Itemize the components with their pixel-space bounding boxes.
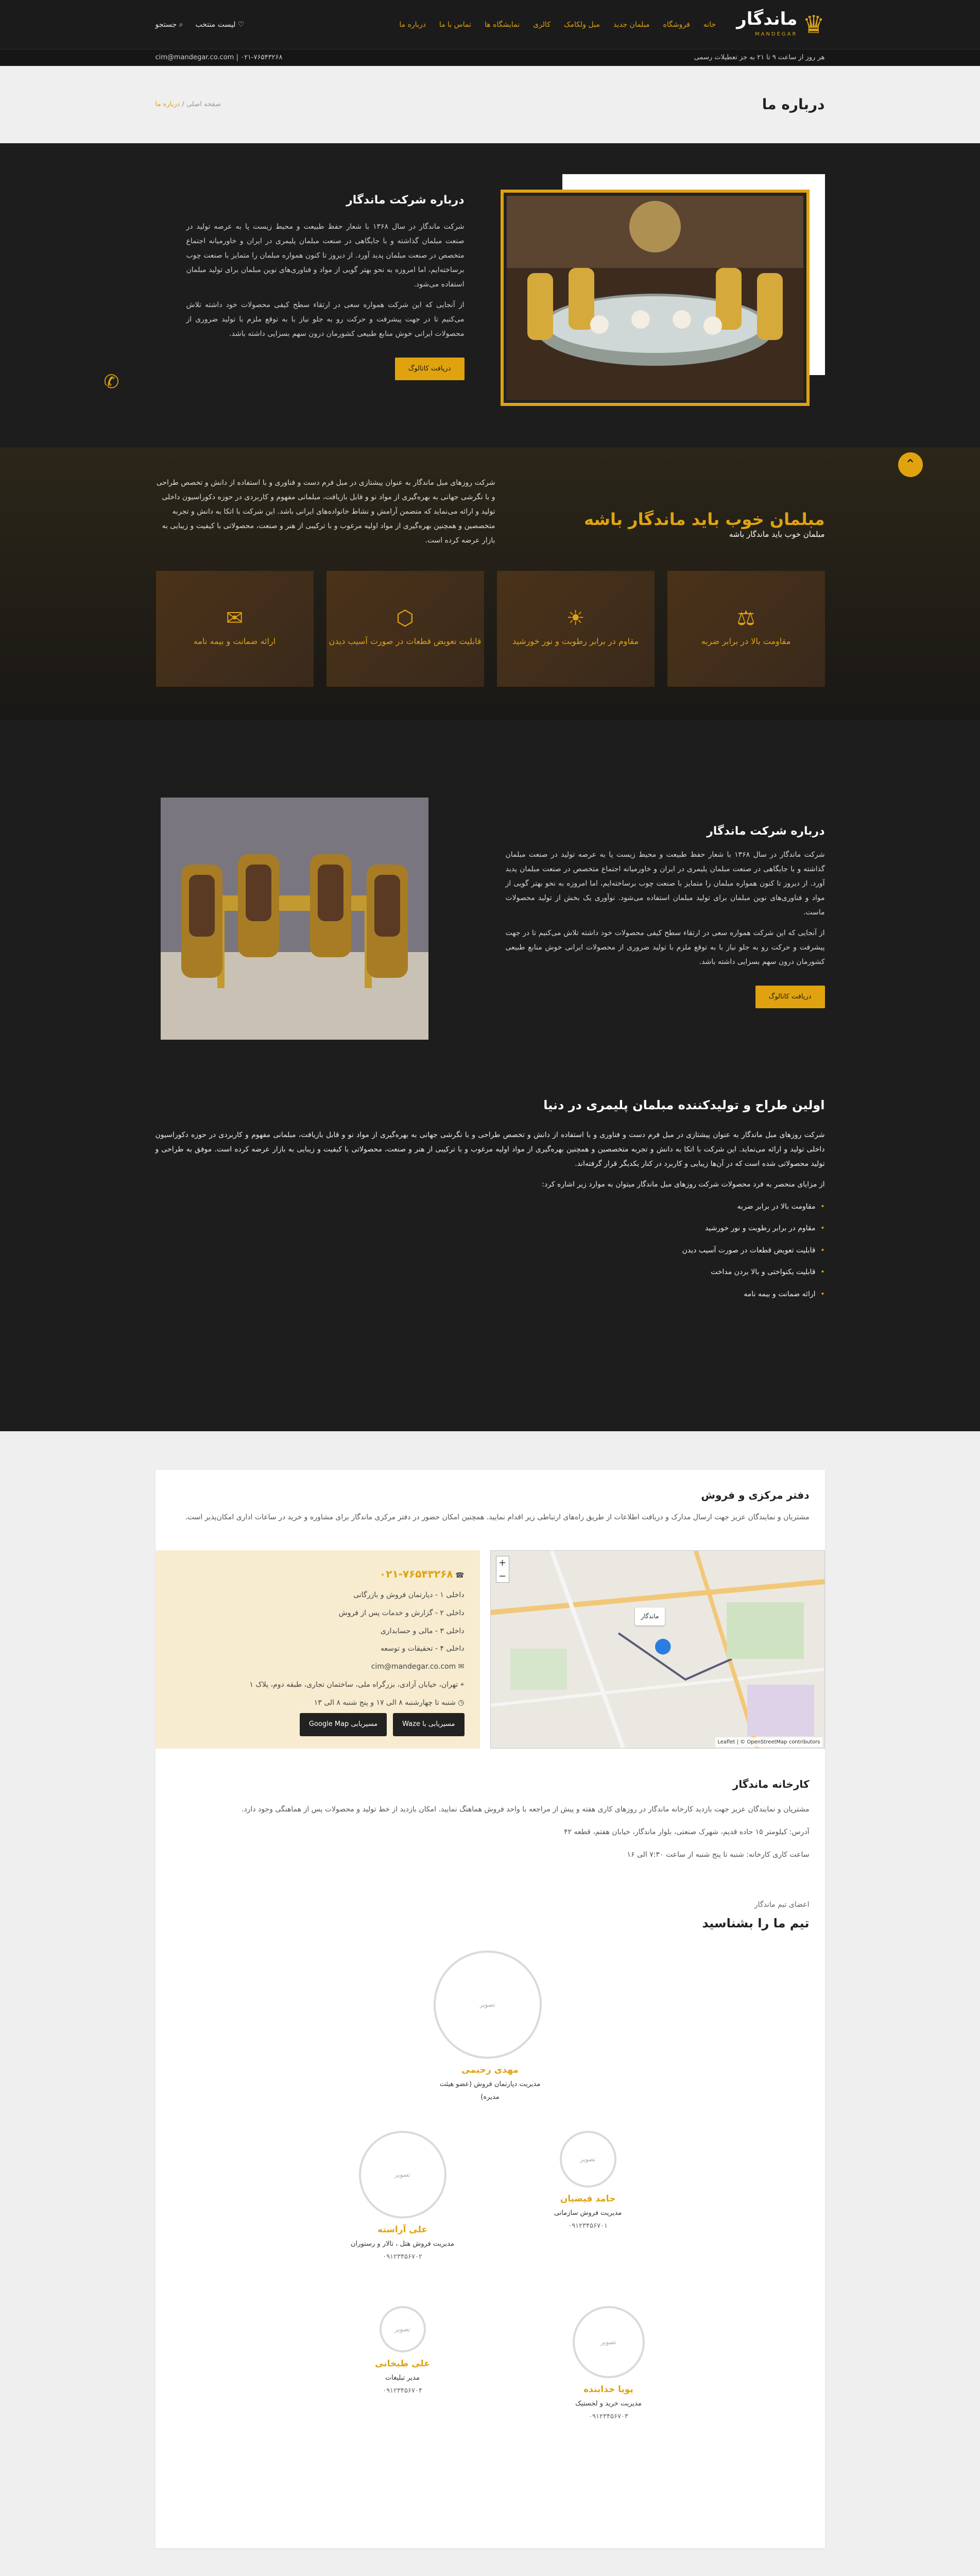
nav-gallery[interactable]: کالری <box>533 20 551 29</box>
list-item: • ارائه ضمانت و بیمه نامه <box>156 1287 825 1301</box>
clock-icon: ◷ <box>455 1698 465 1707</box>
member-phone: ۰۹۱۲۳۴۵۶۷۰۱ <box>568 2222 608 2230</box>
google-map-button[interactable]: مسیریابی Google Map <box>300 1713 387 1736</box>
header-tools <box>156 18 245 32</box>
nav-showrooms[interactable]: نمایشگاه ها <box>485 20 520 29</box>
member-name: پویا خدابنده <box>583 2384 633 2395</box>
about-text <box>186 190 465 380</box>
team-member <box>552 2306 665 2424</box>
about2-title: درباره شرکت ماندگار <box>707 825 825 838</box>
team-member <box>531 2131 645 2233</box>
list-item: • قابلیت تعویض قطعات در صورت آسیب دیدن <box>156 1244 825 1258</box>
search-button[interactable]: ⌕ جستجو <box>155 20 183 29</box>
leader-paragraph: شرکت روزهای مبل ماندگار به عنوان پیشتازی در مبل فرم دست و فناوری و با استفاده از دانش و تخصص طراحی و با نگرشی جهانی به بهره‌گیری از مواد نو و قابل بازیافت، مبلمانی مفهوم و کاربردی در حوزه دکوراسیون داخلی تولید و ارائه می‌نماید. این شرکت با اتکا به دانش و تجربه متخصصین و همچنین بهره‌گیری از مواد اولیه مرغوب و با ترکیبی از هنر و صنعت، محصولاتی با کیفیت و زیبایی به بازار عرضه کرده است. موفق به طراحی و تولید محصولاتی شده است که در آن‌ها زیبایی و کاربرد در کنار یکدیگر قرار گرفته‌اند. <box>155 1130 825 1168</box>
team-block <box>156 1877 825 2548</box>
member-role: مدیریت فروش سازمانی <box>554 2209 622 2217</box>
features-lead: مبلمان خوب باید ماندگار باشه <box>729 530 825 539</box>
member-photo: تصویر <box>573 2306 645 2378</box>
team-kicker: اعضای تیم ماندگار <box>754 1901 810 1909</box>
member-name: مهدی رحیمی <box>461 2065 519 2076</box>
contact-info: cim@mandegar.co.com | ۰۲۱-۷۶۵۴۳۲۶۸ <box>155 53 283 61</box>
page-title-bar <box>0 66 980 143</box>
email-link[interactable]: ✉ cim@mandegar.co.com <box>371 1663 465 1671</box>
member-name: علی طبخانی <box>375 2359 430 2369</box>
list-item: • مقاومت بالا در برابر ضربه <box>156 1200 825 1214</box>
nav-new[interactable]: مبلمان جدید <box>613 20 650 29</box>
phone-extension: داخلی ۱ - دپارتمان فروش و بازرگانی <box>353 1591 465 1599</box>
office-title: دفتر مرکزی و فروش <box>701 1489 810 1501</box>
catalog-button[interactable]: دریافت کاتالوگ <box>395 358 465 381</box>
nav-contact[interactable]: تماس با ما <box>439 20 472 29</box>
feature-card <box>326 571 484 687</box>
phone-extension: داخلی ۲ - گزارش و خدمات پس از فروش <box>338 1608 465 1617</box>
breadcrumb-home[interactable]: صفحه اصلی <box>186 100 221 108</box>
route-buttons <box>300 1713 465 1736</box>
logo-text: ماندگار <box>736 8 798 29</box>
waze-button[interactable]: مسیریابی با Waze <box>393 1713 464 1736</box>
member-photo: تصویر <box>359 2131 446 2218</box>
about2-paragraph-1: شرکت ماندگار در سال ۱۳۶۸ با شعار حفظ طبیعت و محیط زیست پا به عرصه تولید در صنعت مبلمان گذاشته و با جایگاهی در صنعت مبلمان پلیمری در ایران و خاورمیانه اجتماع متخصص در صنعت مبلمان پدید آورد. از دیروز تا کنون همواره مبلمان را متمایز با صنعت چوب برساخته‌ایم، اما امروزه به نحو بهتر گویی از مواد و فناوری‌های نوین مبلمان برای تولید مبلمان استفاده می‌شود. نوآوری یک بخش از تولید محصولات ماست. <box>505 850 825 917</box>
member-phone: ۰۹۱۲۳۴۵۶۷۰۴ <box>383 2387 422 2395</box>
about2-text <box>506 821 825 1008</box>
logo-mark-icon: ♛ <box>802 10 825 39</box>
team-tree <box>171 1945 810 2517</box>
about-paragraph-1: شرکت ماندگار در سال ۱۳۶۸ با شعار حفظ طبیعت و محیط زیست پا به عرصه تولید در صنعت مبلمان گذاشته و با جایگاهی در صنعت مبلمان پلیمری در ایران و خاورمیانه اجتماع متخصص در صنعت مبلمان پدید آورد. از دیروز تا کنون همواره مبلمان را متمایز با صنعت چوب برساخته‌ایم، اما امروزه به نحو بهتر گویی از مواد و فناوری‌های نوین مبلمان برای تولید مبلمان استفاده می‌شود. <box>186 222 465 289</box>
phone-extension: داخلی ۴ - تحقیقات و توسعه <box>380 1645 465 1653</box>
office-paragraph: مشتریان و نمایندگان عزیز جهت ارسال مدارک و دریافت اطلاعات از طریق راه‌های ارتباطی زیر اقدام نمایید. همچنین امکان حضور در دفتر مرکزی ماندگار برای مشاوره و خرید در ساعات اداری امکان‌پذیر است. <box>185 1513 810 1521</box>
leader-title: اولین طراح و تولیدکننده مبلمان پلیمری در دنیا <box>543 1098 825 1112</box>
feature-card <box>497 571 655 687</box>
feature-label: مقاوم در برابر رطوبت و نور خورشید <box>512 636 639 647</box>
member-role: مدیریت دپارتمان فروش (عضو هیئت مدیره) <box>439 2080 541 2102</box>
team-member <box>346 2131 459 2264</box>
feature-card <box>156 571 314 687</box>
member-role: مدیریت خرید و لجستیک <box>575 2400 642 2408</box>
wishlist-button[interactable]: ♡ لیست منتخب <box>195 20 245 29</box>
catalog-button-2[interactable]: دریافت کاتالوگ <box>755 986 825 1009</box>
nav-welcome[interactable]: مبل ولکامک <box>564 20 600 29</box>
member-photo: تصویر <box>380 2306 426 2352</box>
search-icon: ⌕ <box>177 20 183 29</box>
list-item: • قابلیت یکنواختی و بالا بردن مداخت <box>156 1265 825 1279</box>
site-header <box>0 0 980 49</box>
about-section-2 <box>0 720 980 1431</box>
member-name: حامد فیضیان <box>560 2194 616 2205</box>
about-section-1 <box>0 143 980 447</box>
map-pin-icon[interactable]: ⬤ <box>654 1637 672 1655</box>
member-role: مدیریت فروش هتل ، تالار و رستوران <box>351 2240 454 2248</box>
breadcrumb: صفحه اصلی / درباره ما <box>155 100 221 108</box>
about2-paragraph-2: از آنجایی که این شرکت همواره سعی در ارتقاء سطح کیفی محصولات خود داشته تلاش می‌کنیم تا در جهت پیشرفت و حرکت رو به جلو نیاز با به توقع ملزم با تولید ضروری از محصولات ایرانی خوش منابع طبیعی کشورمان درون سهم بسزایی داشته باشد. <box>505 928 825 966</box>
logo-subtext: MANDEGAR <box>754 31 798 38</box>
top-bar <box>0 49 980 66</box>
about-title: درباره شرکت ماندگار <box>346 194 465 207</box>
member-phone: ۰۹۱۲۳۴۵۶۷۰۳ <box>589 2413 628 2421</box>
leader-block <box>156 1094 825 1310</box>
site-logo[interactable] <box>736 10 824 40</box>
main-nav <box>244 18 716 32</box>
leader-intro-line: از مزایای منحصر به فرد محصولات شرکت روزهای مبل ماندگار میتوان به موارد زیر اشاره کرد: <box>542 1180 825 1189</box>
nav-home[interactable]: خانه <box>703 20 716 29</box>
list-item: • مقاوم در برابر رطوبت و نور خورشید <box>156 1222 825 1235</box>
about-image-frame <box>501 190 810 406</box>
factory-block <box>156 1749 825 1877</box>
map[interactable] <box>490 1550 825 1749</box>
member-photo: تصویر <box>560 2131 616 2188</box>
contact-card <box>156 1470 825 2548</box>
phone-extension: داخلی ۳ - مالی و حسابداری <box>380 1626 465 1635</box>
about-paragraph-2: از آنجایی که این شرکت همواره سعی در ارتقاء سطح کیفی محصولات خود داشته تلاش می‌کنیم تا در جهت پیشرفت و حرکت رو به جلو نیاز با به توقع ملزم با تولید ضروری از محصولات ایرانی خوش منابع طبیعی کشورمان درون سهم بسزایی داشته باشد. <box>186 300 465 338</box>
sun-icon: ☀ <box>566 606 585 631</box>
mail-icon: ✉ <box>456 1663 465 1671</box>
contact-section <box>0 1431 980 2576</box>
feature-card <box>667 571 825 687</box>
map-popup: ماندگار <box>635 1607 665 1625</box>
features-paragraph: شرکت روزهای مبل ماندگار به عنوان پیشتازی در مبل فرم دست و فناوری و با استفاده از دانش و تخصص طراحی و با نگرشی جهانی به بهره‌گیری از مواد نو و قابل بازیافت، مبلمانی مفهوم و کاربردی در حوزه دکوراسیون داخلی تولید و ارائه می‌نماید که متضمن آرامش و نشاط خانواده‌های ایرانی باشد. این شرکت با اتکا به دانش و تجربه متخصصین و همچنین بهره‌گیری از مواد اولیه مرغوب و با ترکیبی از هنر و صنعت، محصولاتی با کیفیت و زیبایی به بازار عرضه کرده است. <box>156 479 495 545</box>
warranty-icon: ✉ <box>226 606 244 631</box>
advantages-list <box>156 1200 825 1301</box>
working-hours: هر روز از ساعت ۹ تا ۲۱ به جز تعطیلات رسمی <box>694 53 825 61</box>
heart-icon: ♡ <box>235 20 245 29</box>
feature-label: قابلیت تعویض قطعات در صورت آسیب دیدن <box>329 636 482 647</box>
team-member <box>439 1951 542 2104</box>
office-info <box>156 1550 480 1749</box>
phone-number[interactable]: ☎ ۰۲۱-۷۶۵۴۳۲۶۸ <box>380 1568 465 1580</box>
nav-shop[interactable]: فروشگاه <box>663 20 690 29</box>
member-name: علی آراسته <box>377 2225 428 2235</box>
team-title: تیم ما را بشناسید <box>702 1916 810 1930</box>
contact-row <box>156 1550 825 1749</box>
team-member <box>346 2306 459 2398</box>
breadcrumb-current: درباره ما <box>155 100 180 108</box>
office-block <box>156 1470 825 1545</box>
member-role: مدیر تبلیغات <box>385 2374 420 2382</box>
feature-cards <box>156 571 825 687</box>
factory-title: کارخانه ماندگار <box>732 1778 810 1790</box>
factory-paragraph-3: ساعت کاری کارخانه: شنبه تا پنج شنبه از ساعت ۷:۳۰ الی ۱۶ <box>627 1851 810 1859</box>
map-credit: Leaflet | © OpenStreetMap contributors <box>715 1737 822 1747</box>
phone-icon: ☎ <box>453 1571 465 1580</box>
factory-paragraph-2: آدرس: کیلومتر ۱۵ جاده قدیم، شهرک صنعتی، بلوار ماندگار، خیابان هفتم، قطعه ۴۲ <box>563 1828 810 1836</box>
page-title: درباره ما <box>762 96 825 113</box>
chairs-image <box>161 798 428 1040</box>
scroll-top-icon[interactable]: ⌃ <box>898 452 923 477</box>
phone-call-icon[interactable]: ✆ <box>104 371 119 393</box>
feature-label: ارائه ضمانت و بیمه نامه <box>193 636 276 647</box>
location-icon: ⌖ <box>458 1680 465 1689</box>
parts-icon: ⬡ <box>396 606 414 631</box>
features-section <box>0 447 980 720</box>
office-address: ⌖ تهران، خیابان آزادی، بزرگراه ملی، ساختمان تجاری، طبقه دوم، پلاک ۱ <box>249 1680 465 1689</box>
office-hours: ◷ شنبه تا چهارشنبه ۸ الی ۱۷ و پنج شنبه ۸ الی ۱۳ <box>314 1698 465 1707</box>
feature-label: مقاومت بالا در برابر ضربه <box>701 636 791 647</box>
member-photo: تصویر <box>434 1951 542 2059</box>
zoom-controls[interactable]: + − <box>496 1556 509 1583</box>
factory-paragraph-1: مشتریان و نمایندگان عزیز جهت بازدید کارخانه ماندگار در روزهای کاری هفته و پیش از مراجعه با واحد فروش هماهنگ نمایید. امکان بازدید از خط تولید و محصولات پس از هماهنگی وجود دارد. <box>242 1805 810 1814</box>
member-phone: ۰۹۱۲۳۴۵۶۷۰۲ <box>383 2253 422 2261</box>
dining-room-image <box>501 190 810 406</box>
features-title: مبلمان خوب باید ماندگار باشه <box>584 510 825 529</box>
scale-icon: ⚖ <box>736 606 755 631</box>
nav-about[interactable]: درباره ما <box>399 20 426 29</box>
